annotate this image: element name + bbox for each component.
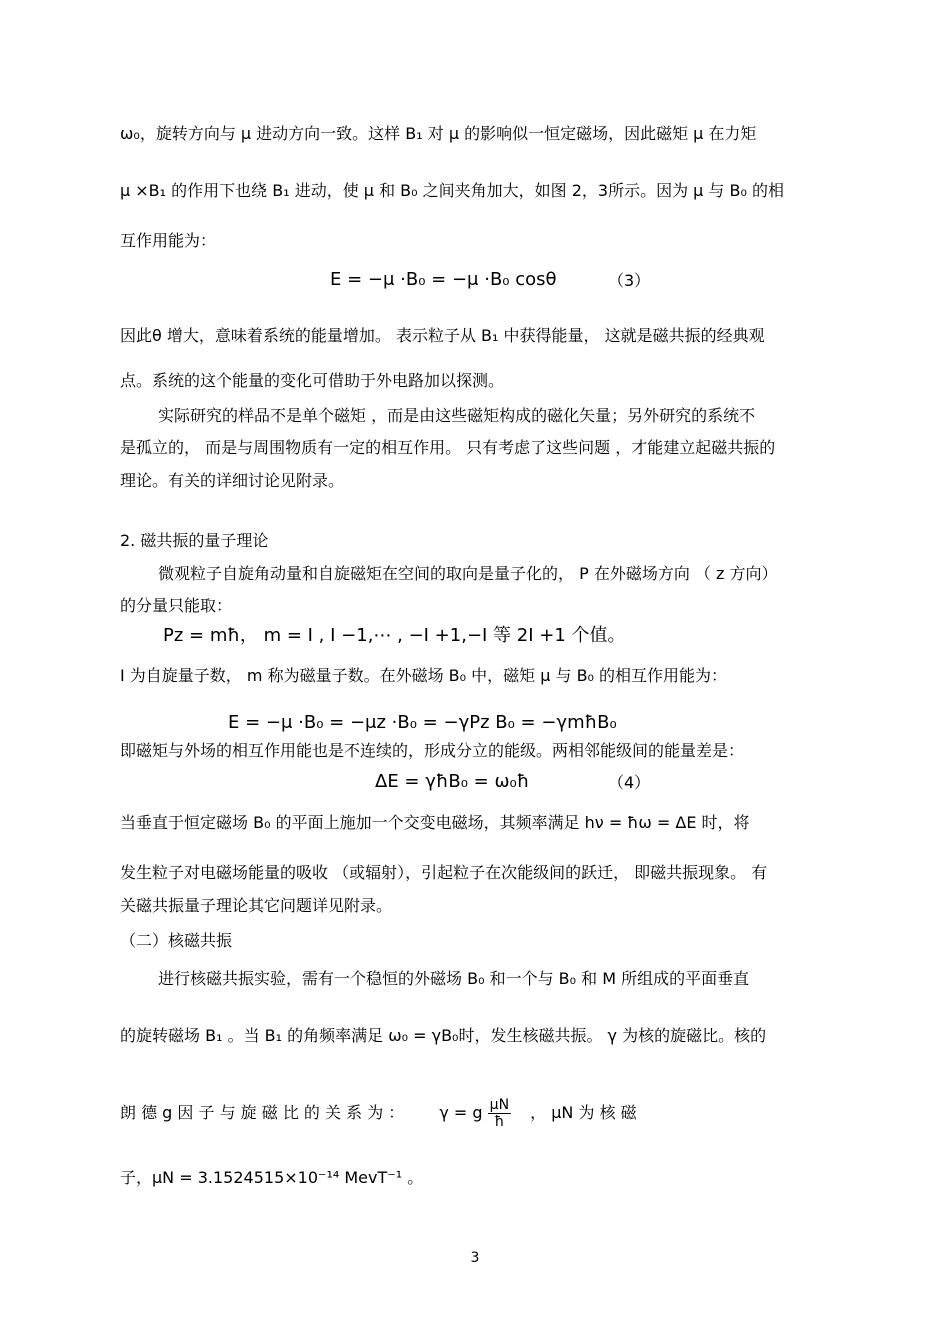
paragraph-line: 关磁共振量子理论其它问题详见附录。 (120, 896, 393, 915)
equation-energy: E = −μ ·B₀ = −μz ·B₀ = −γPz B₀ = −γmħB₀ (228, 712, 617, 733)
fraction-numerator: μN (489, 1097, 510, 1113)
equation-left: γ = g (439, 1103, 483, 1122)
fraction-denominator: ħ (494, 1114, 505, 1130)
text-run: ， μN 为 核 磁 (530, 1103, 637, 1122)
paragraph-line: 即磁矩与外场的相互作用能也是不连续的，形成分立的能级。两相邻能级间的能量差是： (120, 741, 745, 760)
gyromagnetic-equation (439, 1097, 516, 1130)
equation-3: E = −μ ·B₀ = −μ ·B₀ cosθ (330, 269, 557, 290)
paragraph-line: μ ×B₁ 的作用下也绕 B₁ 进动，使 μ 和 B₀ 之间夹角加大，如图 2，3所示。因为 μ 与 B₀ 的相 (120, 181, 784, 200)
paragraph-line: 的分量只能取： (120, 596, 233, 615)
paragraph-line: 实际研究的样品不是单个磁矩 ，而是由这些磁矩构成的磁化矢量；另外研究的系统不 (158, 406, 756, 425)
paragraph-line: 当垂直于恒定磁场 B₀ 的平面上施加一个交变电磁场，其频率满足 hν = ħω = ΔE 时，将 (120, 813, 750, 832)
paragraph-line: 理论。有关的详细讨论见附录。 (120, 471, 345, 490)
paragraph-line: 是孤立的， 而是与周围物质有一定的相互作用。 只有考虑了这些问题 ，才能建立起磁共振的 (120, 438, 776, 457)
paragraph-line: 发生粒子对电磁场能量的吸收 （或辐射），引起粒子在次能级间的跃迁， 即磁共振现象。 有 (120, 863, 768, 882)
paragraph-line: 互作用能为： (120, 231, 217, 250)
paragraph-line: 微观粒子自旋角动量和自旋磁矩在空间的取向是量子化的， P 在外磁场方向 （ z 方向） (158, 564, 778, 583)
fraction (488, 1097, 511, 1130)
paragraph-line: 点。系统的这个能量的变化可借助于外电路加以探测。 (120, 371, 505, 390)
equation-number: （3） (608, 271, 651, 290)
paragraph-line: 因此θ 增大，意味着系统的能量增加。 表示粒子从 B₁ 中获得能量， 这就是磁共振的经典观 (120, 326, 765, 345)
paragraph-line: I 为自旋量子数， m 称为磁量子数。在外磁场 B₀ 中，磁矩 μ 与 B₀ 的相互作用能为： (120, 666, 728, 685)
equation-4: ΔE = γħB₀ = ω₀ħ (375, 771, 530, 792)
text-run: 朗 德 g 因 子 与 旋 磁 比 的 关 系 为 ： (120, 1103, 405, 1122)
paragraph-line: 的旋转磁场 B₁ 。当 B₁ 的角频率满足 ω₀ = γB₀时，发生核磁共振。 γ 为核的旋磁比。核的 (120, 1026, 767, 1045)
paragraph-line (120, 1097, 854, 1130)
paragraph-line: ω₀，旋转方向与 μ 进动方向一致。这样 B₁ 对 μ 的影响似一恒定磁场，因此磁矩 μ 在力矩 (120, 124, 757, 143)
section-heading: 2. 磁共振的量子理论 (120, 531, 269, 550)
paragraph-line: 子，μN = 3.1524515×10⁻¹⁴ MevT⁻¹ 。 (120, 1168, 424, 1187)
section-heading: （二）核磁共振 (120, 931, 233, 950)
page-number: 3 (470, 1250, 480, 1266)
equation-number: （4） (608, 773, 651, 792)
equation-pz: Pz = mħ， m = I , I −1,⋯ , −I +1,−I 等 2I +1 个值。 (163, 625, 626, 646)
paragraph-line: 进行核磁共振实验，需有一个稳恒的外磁场 B₀ 和一个与 B₀ 和 M 所组成的平面垂直 (158, 969, 750, 988)
